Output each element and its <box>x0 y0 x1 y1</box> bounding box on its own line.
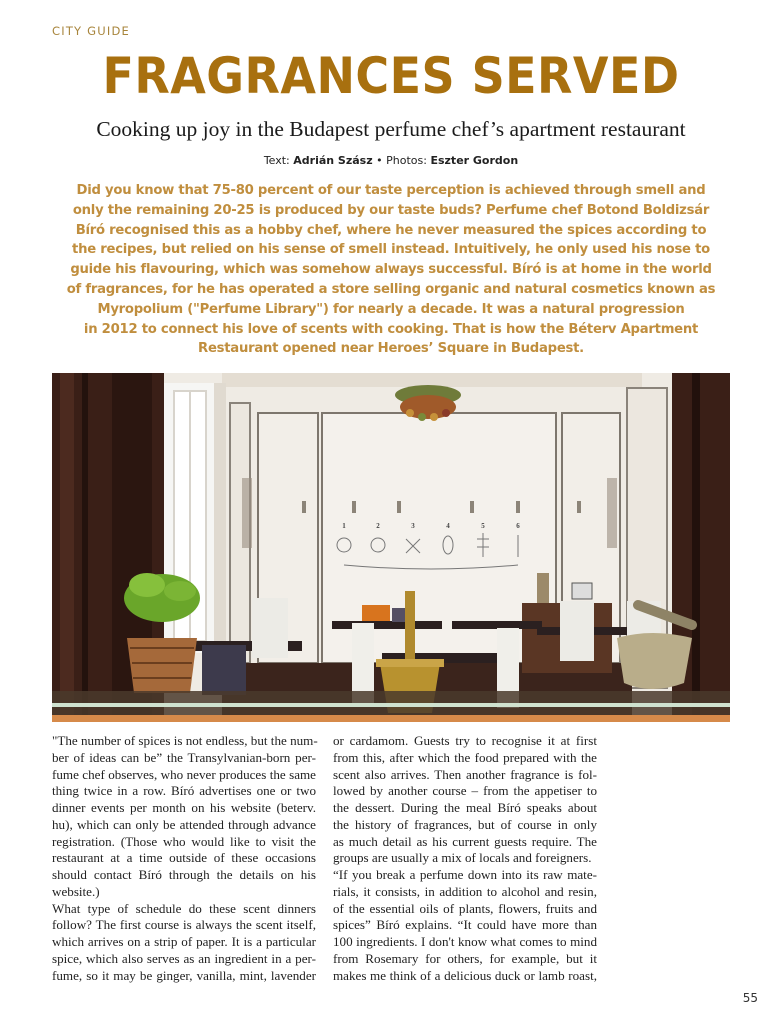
restaurant-photo <box>52 373 730 722</box>
body-line: the history of fragrances, but of course in only <box>333 816 597 832</box>
wall-number: 2 <box>376 522 380 530</box>
wall-number: 6 <box>516 522 520 530</box>
photos-author: Eszter Gordon <box>430 154 519 167</box>
credits <box>0 154 782 167</box>
body-line: from this, after which the food prepared with the <box>333 749 597 765</box>
credits-separator: • <box>376 154 383 167</box>
wall-number: 4 <box>446 522 450 530</box>
body-line: What type of schedule do these scent dinners <box>52 900 316 916</box>
article-title: FRAGRANCES SERVED <box>102 47 680 105</box>
lead-line: the recipes, but relied on his sense of smell instead. Intuitively, he only used his nose to <box>72 242 710 258</box>
body-column-1 <box>52 733 316 984</box>
body-line: lowed by another course – from the appetiser to <box>333 783 597 799</box>
lead-line: Bíró recognised this as a hobby chef, where he never measured the spices according to <box>75 222 707 238</box>
text-label: Text: <box>263 154 290 167</box>
body-line: which arrives on a strip of paper. It is a particular <box>52 934 316 949</box>
body-line: "The number of spices is not endless, but the num- <box>52 733 318 748</box>
body-line: website.) <box>52 883 100 899</box>
wall-number: 5 <box>481 522 485 530</box>
body-line: the dessert. During the meal Bíró speaks about <box>333 800 597 815</box>
body-line: dinner events per month on his website (beterv. <box>52 800 316 815</box>
photos-label: Photos: <box>386 154 427 167</box>
page-number: 55 <box>742 991 758 1005</box>
body-line: hu), which can only be attended through advance <box>52 816 316 832</box>
body-line: makes me think of a delicious duck or lamb roast, <box>333 967 597 983</box>
body-line: scent also arrives. Then another fragrance is fol- <box>333 766 597 782</box>
body-line: 100 ingredients. I don't know what comes to mind <box>333 934 597 949</box>
wall-number: 1 <box>342 522 346 530</box>
section-label: CITY GUIDE <box>52 24 130 38</box>
lead-line: in 2012 to connect his love of scents with cooking. That is how the Béterv Apartment <box>83 321 699 337</box>
lead-line: Myropolium ("Perfume Library") for nearly a decade. It was a natural progression <box>97 301 685 317</box>
lead-line: of fragrances, for he has operated a store selling organic and natural cosmetics known as <box>66 281 716 297</box>
body-line: thing twice in a row. Bíró advertises one or two <box>52 783 316 799</box>
body-line: of the essential oils of plants, flowers, fruits and <box>333 900 597 916</box>
text-author: Adrián Szász <box>293 154 373 167</box>
lead-paragraph <box>62 181 720 359</box>
lead-line: guide his flavouring, which was somehow always successful. Bíró is at home in the world <box>70 262 712 278</box>
lead-line: Restaurant opened near Heroes’ Square in Budapest. <box>198 341 584 357</box>
wall-number: 3 <box>411 522 415 530</box>
body-line: ber of ideas can be” the Transylvanian-born per- <box>52 749 316 765</box>
body-line: should contact Bíró through the details on his <box>52 867 316 882</box>
body-line: registration. (Those who would like to visit the <box>52 833 316 849</box>
body-line: fume, so it may be ginger, vanilla, mint, lavender <box>52 967 316 983</box>
body-line: or cardamom. Guests try to recognise it at first <box>333 733 597 748</box>
body-column-2 <box>333 733 597 984</box>
body-line: spices” Bíró explains. “It could have more than <box>333 917 597 933</box>
body-line: “If you break a perfume down into its raw mate- <box>333 867 597 882</box>
body-line: rials, it consists, in addition to alcohol and resin, <box>333 883 597 899</box>
body-line: from Rosemary for others, for example, but it <box>333 950 597 966</box>
body-line: groups are usually a mix of locals and foreigners. <box>333 850 592 866</box>
lead-line: Did you know that 75-80 percent of our taste perception is achieved through smell and <box>76 183 706 198</box>
body-line: follow? The first course is always the scent itself, <box>52 917 316 933</box>
article-subtitle: Cooking up joy in the Budapest perfume chef’s apartment restaurant <box>96 117 686 141</box>
body-line: fume chef observes, who never produces the same <box>52 766 316 782</box>
body-line: as much detail as his current guests require. The <box>333 833 597 849</box>
body-line: spice, which also serves as an ingredient in a per- <box>52 950 316 966</box>
body-line: restaurant at a time outside of these occasions <box>52 850 316 866</box>
lead-line: only the remaining 20-25 is produced by our taste buds? Perfume chef Botond Boldizsár <box>72 202 710 218</box>
